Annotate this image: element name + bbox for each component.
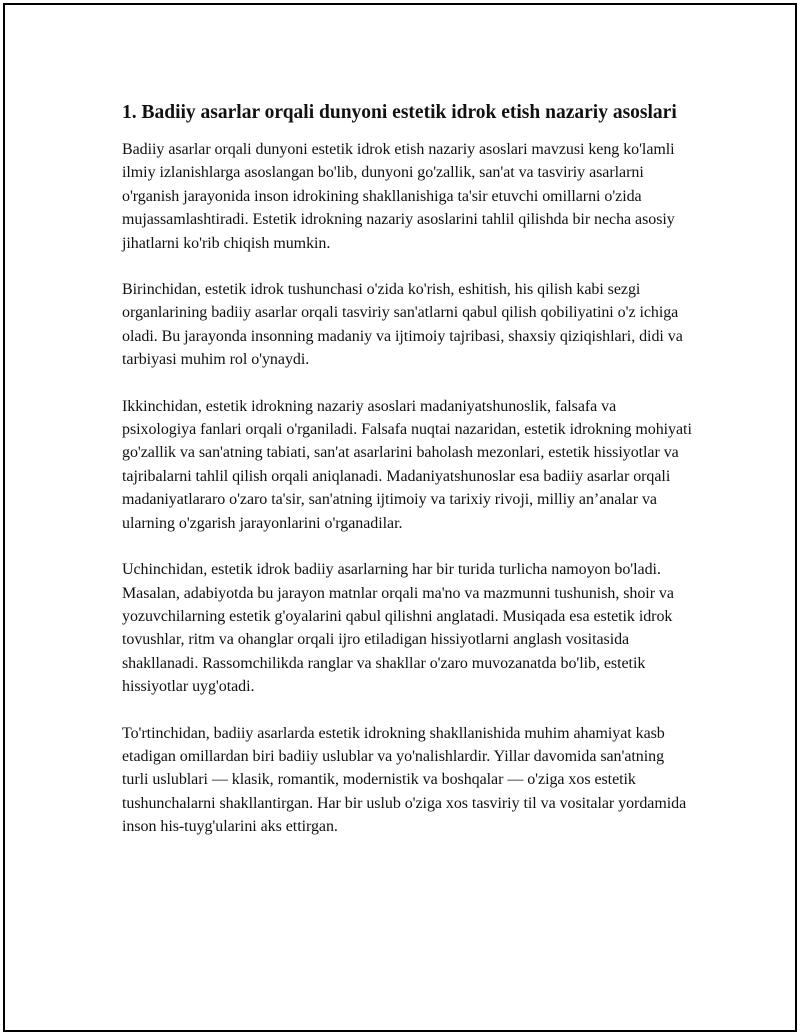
paragraph-second-point: Ikkinchidan, estetik idrokning nazariy asoslari madaniyatshunoslik, falsafa va psixologiya fanlari orqali o'rganiladi. Falsafa nuqtai nazaridan, estetik idrokning mohiyati go'zallik va san'atning tabiati, san'at asarlarini baholash mezonlari, estetik hissiyotlar va tajribalarni tahlil qilish orqali aniqlanadi. Madaniyatshunoslar esa badiiy asarlar orqali madaniyatlararo o'zaro ta'sir, san'atning ijtimoiy va tarixiy rivoji, milliy an’analar va ularning o'zgarish jarayonlarini o'rganadilar.	[122, 397, 692, 532]
section-title: 1. Badiiy asarlar orqali dunyoni estetik idrok etish nazariy asoslari	[122, 102, 677, 123]
paragraph-first-point: Birinchidan, estetik idrok tushunchasi o'zida ko'rish, eshitish, his qilish kabi sezgi organlarining badiiy asarlar orqali tasviriy san'atlarni qabul qilish qobiliyatini o'z ichiga oladi. Bu jarayonda insonning madaniy va ijtimoiy tajribasi, shaxsiy qiziqishlari, didi va tarbiyasi muhim rol o'ynaydi.	[122, 281, 683, 369]
paragraph-third-point: Uchinchidan, estetik idrok badiiy asarlarning har bir turida turlicha namoyon bo'ladi. Masalan, adabiyotda bu jarayon matnlar orqali ma'no va mazmunni tushunish, shoir va yozuvchilarning estetik g'oyalarini qabul qilishni anglatadi. Musiqada esa estetik idrok tovushlar, ritm va ohanglar orqali ijro etiladigan hissiyotlarni anglash vositasida shakllanadi. Rassomchilikda ranglar va shakllar o'zaro muvozanatda bo'lib, estetik hissiyotlar uyg'otadi.	[122, 561, 674, 696]
document-body	[122, 100, 692, 862]
paragraph-intro: Badiiy asarlar orqali dunyoni estetik idrok etish nazariy asoslari mavzusi keng ko'lamli ilmiy izlanishlarga asoslangan bo'lib, dunyoni go'zallik, san'at va tasviriy asarlarni o'rganish jarayonida inson idrokining shakllanishiga ta'sir etuvchi omillarni o'zida mujassamlashtiradi. Estetik idrokning nazariy asoslarini tahlil qilishda bir necha asosiy jihatlarni ko'rib chiqish mumkin.	[122, 141, 675, 252]
page-frame	[3, 3, 797, 1032]
paragraph-fourth-point: To'rtinchidan, badiiy asarlarda estetik idrokning shakllanishida muhim ahamiyat kasb etadigan omillardan biri badiiy uslublar va yo'nalishlardir. Yillar davomida san'atning turli uslublari — klasik, romantik, modernistik va boshqalar — o'ziga xos estetik tushunchalarni shakllantirgan. Har bir uslub o'ziga xos tasviriy til va vositalar yordamida inson his-tuyg'ularini aks ettirgan.	[122, 724, 687, 836]
